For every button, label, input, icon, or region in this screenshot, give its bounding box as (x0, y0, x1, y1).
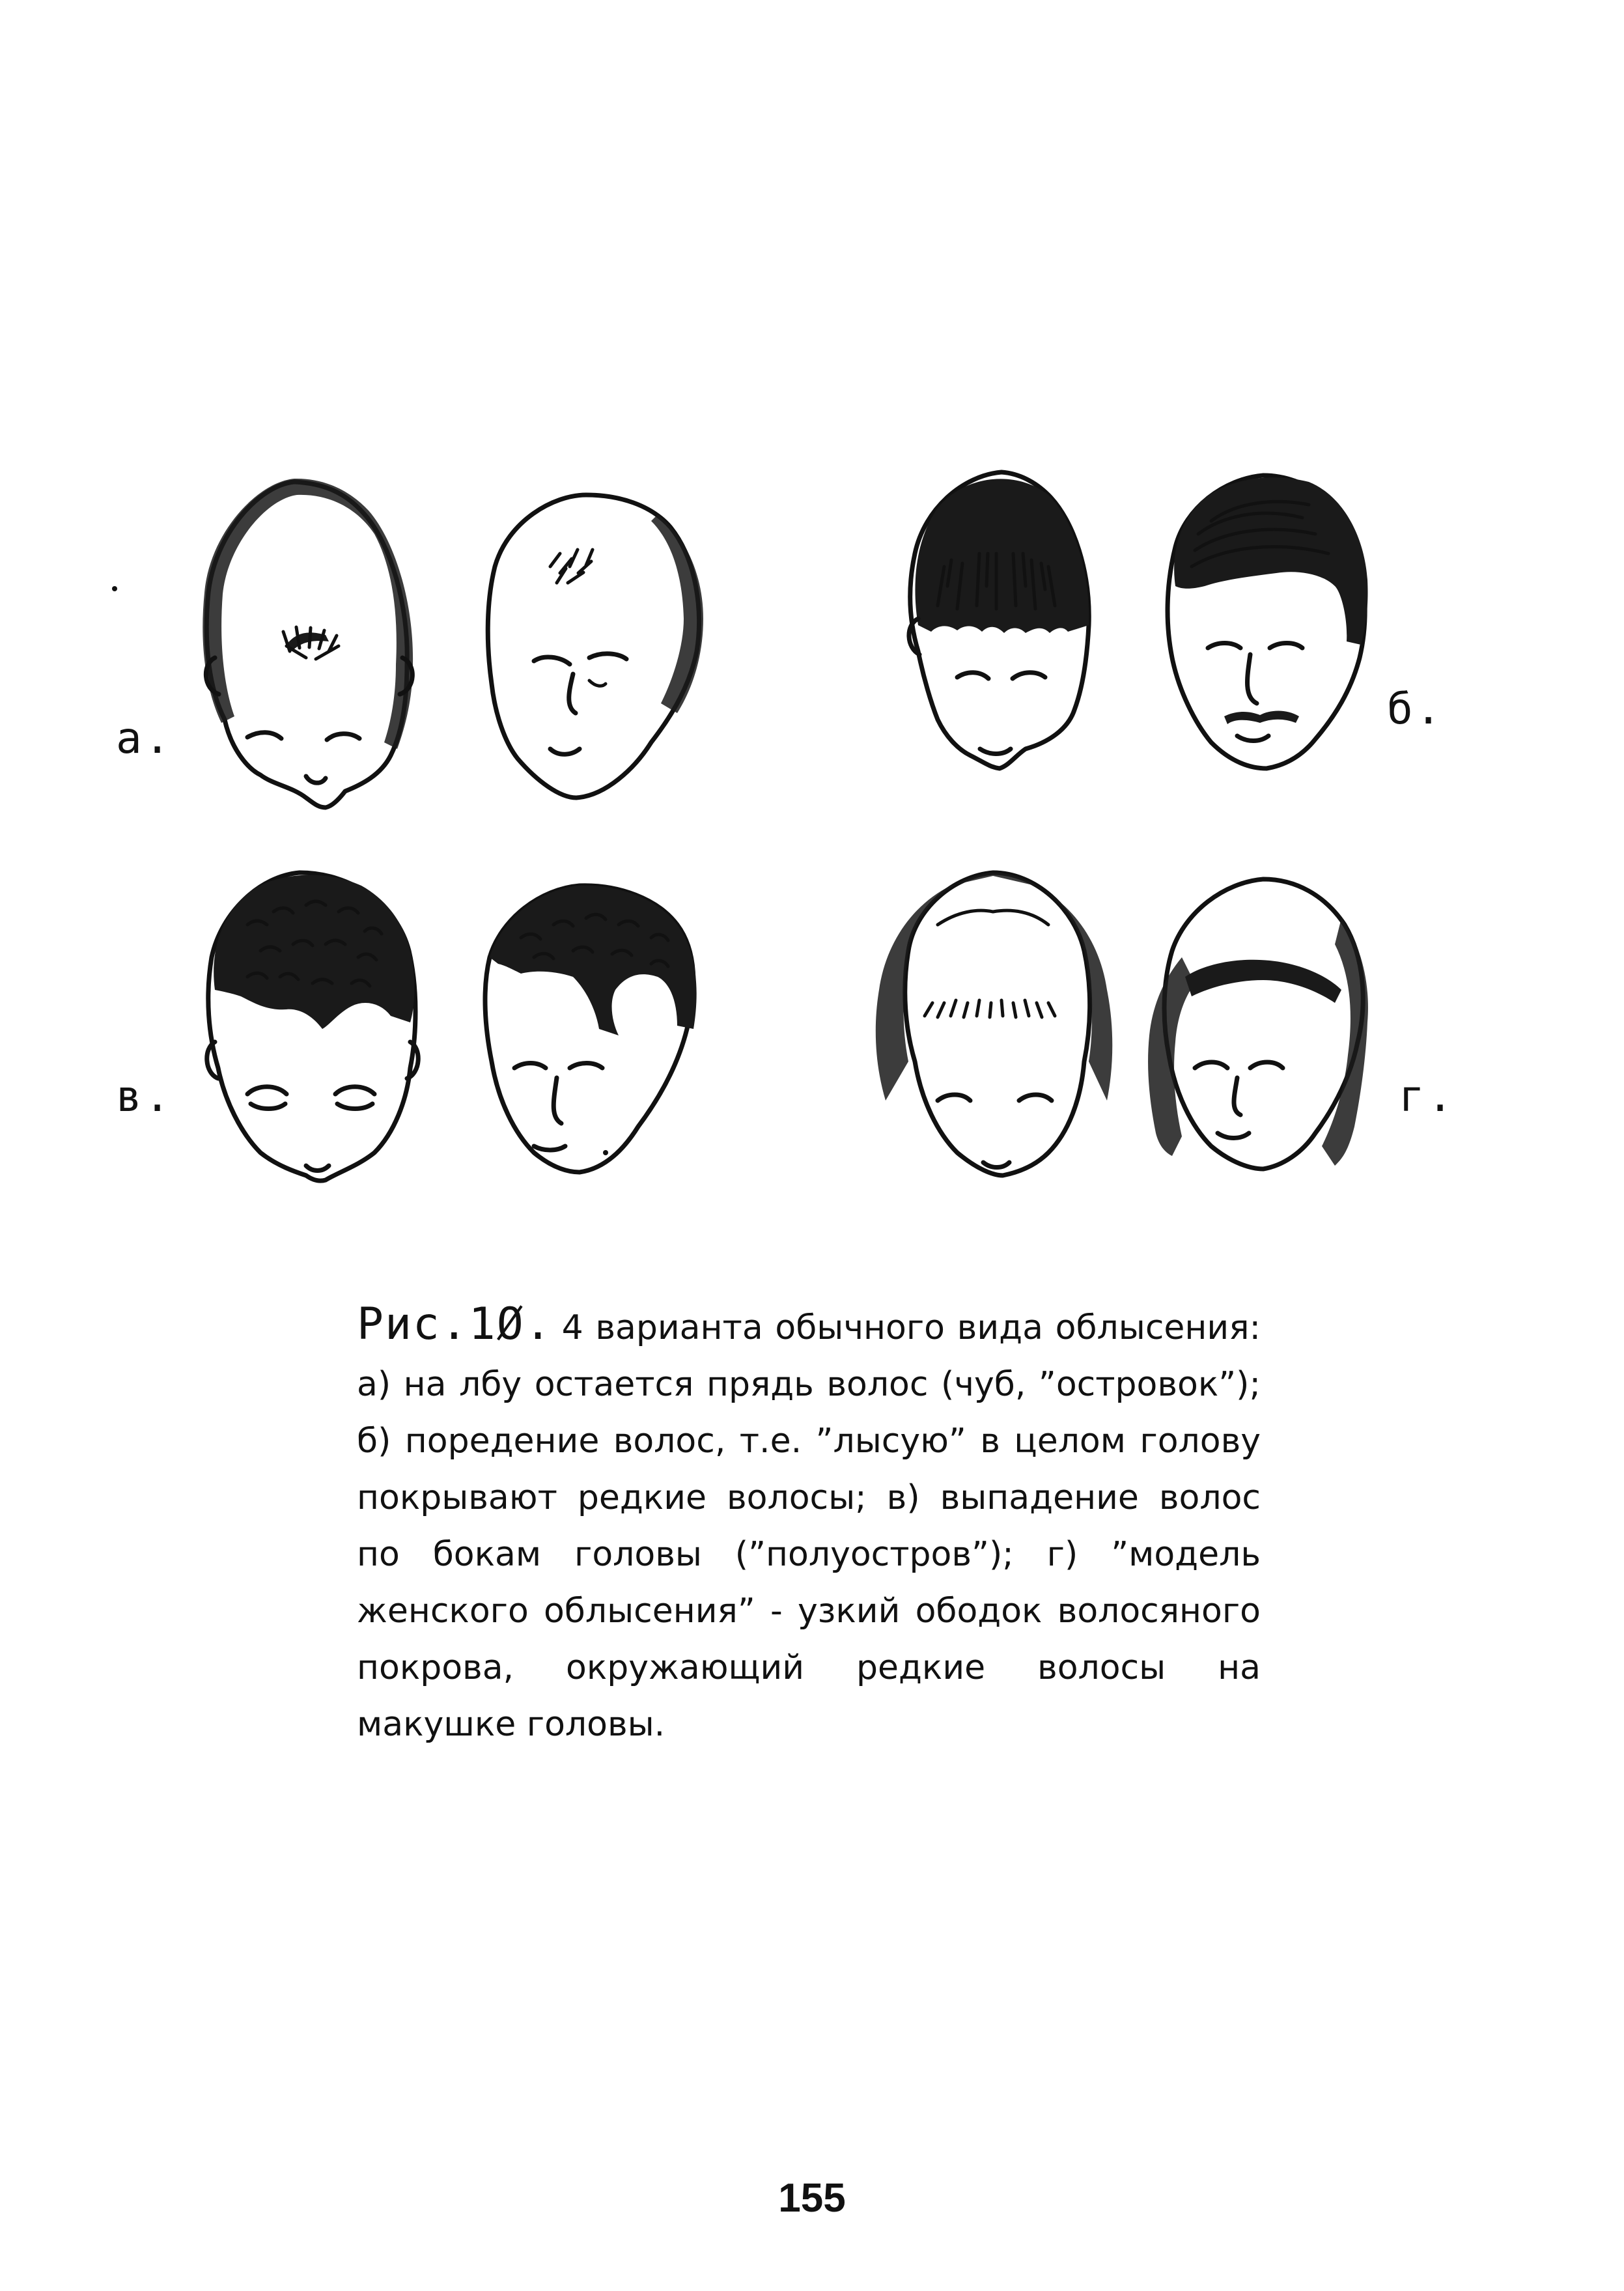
figure-caption (357, 1296, 1261, 1753)
caption-text: 4 варианта обычного вида облысения: а) на лбу остается прядь волос (чуб, ”островок”); б) поредение волос, т.е. ”лысую” в целом голову покрывают редкие волосы; в) выпадение волос по бокам головы (”полуостров”); г) ”модель женского облысения” - узкий ободок волосяного покрова, окружающий редкие волосы на макушке головы. (357, 1308, 1261, 1744)
head-g-profile (1148, 879, 1368, 1169)
figure-label-v: в. (116, 1071, 173, 1121)
figure-label-g: г. (1399, 1071, 1456, 1121)
figure-label-a: а. (116, 713, 173, 763)
head-b-front (909, 472, 1089, 768)
scan-speck (112, 586, 117, 591)
head-b-profile (1168, 475, 1367, 768)
head-a-profile (488, 495, 703, 798)
caption-label: Рис.1Ø. (357, 1299, 553, 1350)
page-number: 155 (778, 2176, 846, 2221)
figure-label-b: б. (1387, 684, 1444, 734)
head-v-profile (485, 886, 697, 1172)
head-v-front (207, 873, 418, 1181)
head-g-front (876, 873, 1112, 1175)
head-a-front (203, 479, 413, 808)
